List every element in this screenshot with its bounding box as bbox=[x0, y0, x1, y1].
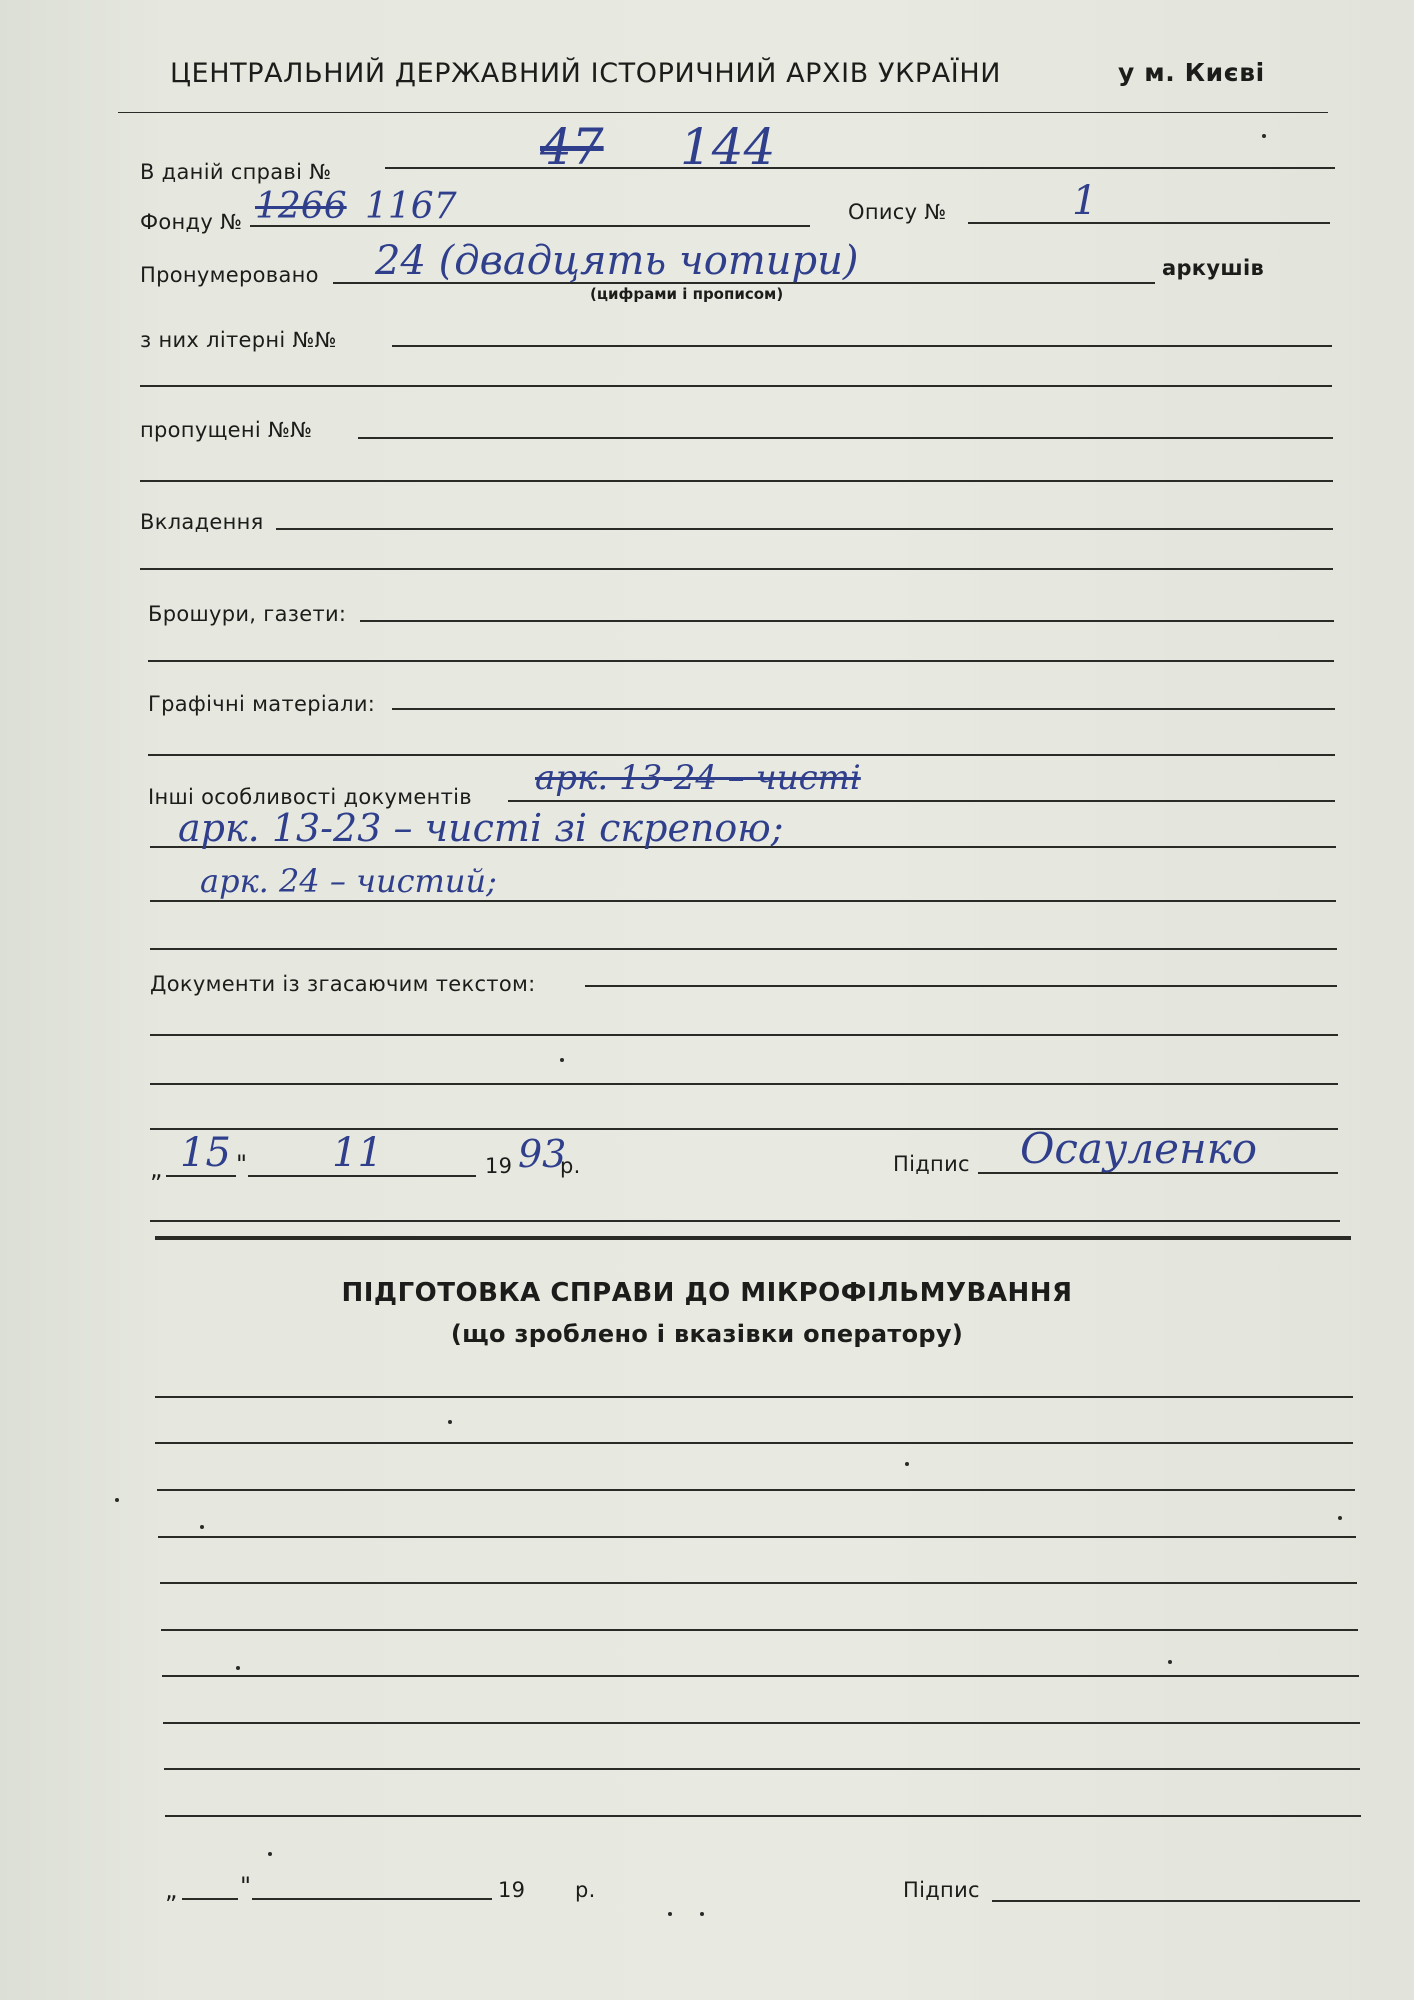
graphics-label: Графічні матеріали: bbox=[148, 692, 376, 716]
mf-date-month-field[interactable] bbox=[252, 1898, 492, 1900]
case-label: В даній справі № bbox=[140, 160, 332, 184]
speck bbox=[200, 1525, 204, 1529]
brochures-field[interactable] bbox=[360, 620, 1334, 622]
speck bbox=[1168, 1660, 1172, 1664]
speck bbox=[905, 1462, 909, 1466]
header-rule bbox=[118, 112, 1328, 113]
signature-value: Осауленко bbox=[1020, 1124, 1257, 1173]
rule-after-signature bbox=[150, 1220, 1340, 1222]
microfilm-line[interactable] bbox=[161, 1629, 1358, 1631]
microfilm-line[interactable] bbox=[160, 1582, 1357, 1584]
section-divider bbox=[155, 1236, 1351, 1240]
inserts-field[interactable] bbox=[276, 528, 1333, 530]
other-label: Інші особливості документів bbox=[148, 785, 472, 809]
case-value: 144 bbox=[680, 118, 776, 176]
date-month: 11 bbox=[332, 1130, 383, 1176]
numbered-value: 24 (двадцять чотири) bbox=[375, 238, 859, 284]
microfilm-title: ПІДГОТОВКА СПРАВИ ДО МІКРОФІЛЬМУВАННЯ bbox=[341, 1278, 1073, 1308]
speck bbox=[268, 1852, 272, 1856]
fond-label: Фонду № bbox=[140, 210, 243, 234]
microfilm-line[interactable] bbox=[163, 1722, 1360, 1724]
speck bbox=[668, 1912, 672, 1916]
fading-field-line3[interactable] bbox=[150, 1083, 1338, 1085]
numbered-hint: (цифрами і прописом) bbox=[590, 285, 784, 303]
brochures-field-extra[interactable] bbox=[148, 660, 1334, 662]
opys-field[interactable] bbox=[968, 222, 1330, 224]
skipped-field-extra[interactable] bbox=[140, 480, 1333, 482]
mf-date-day-field[interactable] bbox=[182, 1898, 238, 1900]
mf-date-century: 19 bbox=[498, 1878, 526, 1902]
other-field-line3[interactable] bbox=[150, 900, 1336, 902]
mf-date-close-quote: " bbox=[240, 1872, 252, 1900]
other-line1: арк. 13-23 – чисті зі скрепою; bbox=[178, 806, 784, 850]
mf-signature-field[interactable] bbox=[992, 1900, 1360, 1902]
skipped-field[interactable] bbox=[358, 437, 1333, 439]
microfilm-line[interactable] bbox=[155, 1396, 1353, 1398]
speck bbox=[560, 1058, 564, 1062]
mf-date-suffix: р. bbox=[575, 1878, 596, 1902]
speck bbox=[1262, 134, 1266, 138]
speck bbox=[700, 1912, 704, 1916]
microfilm-line[interactable] bbox=[158, 1536, 1356, 1538]
other-field[interactable] bbox=[508, 800, 1335, 802]
other-line2: арк. 24 – чистий; bbox=[200, 862, 497, 900]
case-value-struck: 47 bbox=[540, 118, 604, 176]
fading-label: Документи із згасаючим текстом: bbox=[150, 972, 536, 996]
skipped-label: пропущені №№ bbox=[140, 418, 313, 442]
mf-signature-label: Підпис bbox=[903, 1878, 980, 1902]
speck bbox=[1338, 1516, 1342, 1520]
opys-value: 1 bbox=[1072, 178, 1098, 224]
date-day: 15 bbox=[180, 1130, 231, 1176]
numbered-unit: аркушів bbox=[1162, 256, 1265, 280]
date-open-quote: „ bbox=[150, 1155, 163, 1183]
signature-label: Підпис bbox=[893, 1152, 970, 1176]
archive-name: ЦЕНТРАЛЬНИЙ ДЕРЖАВНИЙ ІСТОРИЧНИЙ АРХІВ УКРАЇНИ bbox=[170, 58, 1002, 89]
speck bbox=[236, 1666, 240, 1670]
microfilm-line[interactable] bbox=[162, 1675, 1359, 1677]
mf-date-open-quote: „ bbox=[165, 1876, 178, 1904]
other-struck: арк. 13-24 – чисті bbox=[535, 758, 861, 798]
other-field-line4[interactable] bbox=[150, 948, 1337, 950]
speck bbox=[448, 1420, 452, 1424]
case-field[interactable] bbox=[385, 167, 1335, 169]
date-suffix: р. bbox=[560, 1154, 581, 1178]
archive-city: у м. Києві bbox=[1118, 58, 1265, 87]
date-year: 93 bbox=[518, 1132, 567, 1176]
microfilm-line[interactable] bbox=[157, 1489, 1355, 1491]
letter-label: з них літерні №№ bbox=[140, 328, 337, 352]
microfilm-line[interactable] bbox=[164, 1768, 1360, 1770]
letter-field[interactable] bbox=[392, 345, 1332, 347]
graphics-field-extra[interactable] bbox=[148, 754, 1335, 756]
inserts-label: Вкладення bbox=[140, 510, 264, 534]
fading-field-line2[interactable] bbox=[150, 1034, 1338, 1036]
fond-value: 1167 bbox=[365, 186, 457, 227]
fond-value-struck: 1266 bbox=[255, 186, 347, 227]
date-close-quote: " bbox=[236, 1150, 248, 1178]
brochures-label: Брошури, газети: bbox=[148, 602, 347, 626]
graphics-field[interactable] bbox=[392, 708, 1335, 710]
letter-field-extra[interactable] bbox=[140, 385, 1332, 387]
fading-field[interactable] bbox=[585, 985, 1337, 987]
microfilm-line[interactable] bbox=[155, 1442, 1353, 1444]
opys-label: Опису № bbox=[848, 200, 947, 224]
inserts-field-extra[interactable] bbox=[140, 568, 1333, 570]
date-century: 19 bbox=[485, 1154, 513, 1178]
microfilm-subtitle: (що зроблено і вказівки оператору) bbox=[450, 1320, 964, 1348]
numbered-label: Пронумеровано bbox=[140, 263, 319, 287]
speck bbox=[115, 1498, 119, 1502]
microfilm-line[interactable] bbox=[165, 1815, 1361, 1817]
